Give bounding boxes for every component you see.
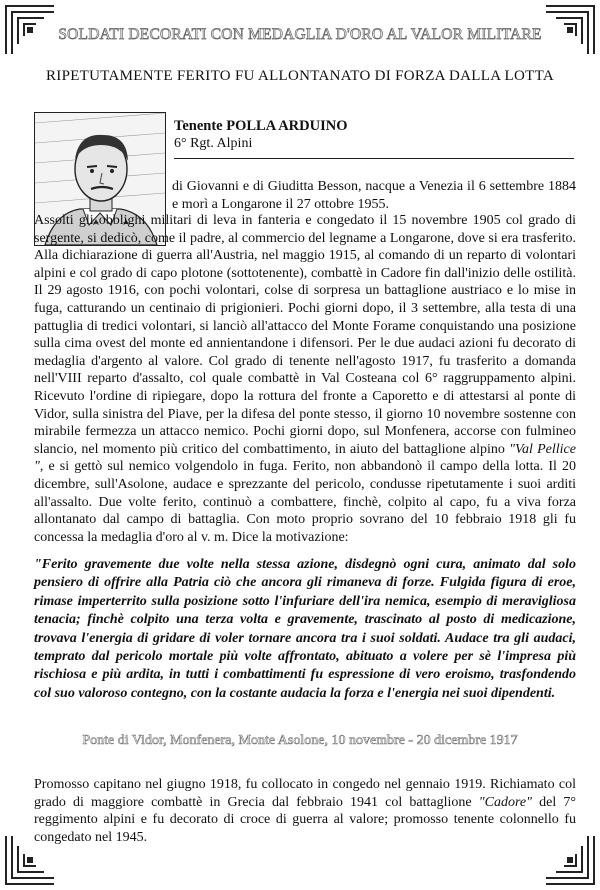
soldier-regiment: 6° Rgt. Alpini <box>174 136 253 151</box>
biography-text-continued: , e si gettò sul nemico volgendolo in fuga. Ferito, non abbandonò il campo della lotta. Il 20 dicembre, sull'Asolone, audace e sprezzante del pericolo, condusse ripetutamente i suoi arditi all'assalto. Due volte ferito, continuò a combattere, finchè, colpito al capo, fu a viva forza allontanato dal campo di battaglia. Con moto proprio sovrano del 10 febbraio 1918 gli fu concessa la medaglia d'oro al v. m. Dice la motivazione: <box>34 459 576 545</box>
biography-text: Assolti gli obblighi militari di leva in fanteria e congedato il 15 novembre 1905 col grado di sergente, si dedicò, come il padre, al commercio del legname a Longarone, dove si era trasferito. Alla dichiarazione di guerra all'Austria, nel maggio 1915, al comando di un reparto di volontari alpini e col grado di capo plotone (sottotenente), combattè in Cadore fin dall'inizio delle ostilità. Il 29 agosto 1916, con pochi volontari, colse di sorpresa un battaglione austriaco e lo mise in fuga, catturando un centinaio di prigionieri. Pochi giorni dopo, il 3 settembre, alla testa di una pattuglia di tredici volontari, si lanciò all'attacco del Monte Forame conquistando una posizione sulla cima ovest del monte ed annientandone i difensori. Per le due audaci azioni fu decorato di medaglia d'argento al valore. Col grado di tenente nell'agosto 1917, fu trasferito a domanda nell'VIII reparto d'assalto, col quale combattè in Val Costeana col 6° raggruppamento alpini. Ricevuto l'ordine di ripiegare, dopo la rottura del fronte a Caporetto e di attestarsi al ponte di Vidor, sulla sinistra del Piave, per la difesa del ponte stesso, il giorno 10 novembre sostenne con mirabile fermezza un attacco nemico. Pochi giorni dopo, sul Monfenera, accorse con fulmineo slancio, nel momento più critico del combattimento, in aiuto del battaglione alpino <box>34 213 576 457</box>
page-header-title: SOLDATI DECORATI CON MEDAGLIA D'ORO AL VALOR MILITARE <box>58 26 542 43</box>
soldier-surname-name: POLLA ARDUINO <box>226 118 348 134</box>
name-divider <box>174 158 574 159</box>
place-date-line: Ponte di Vidor, Monfenera, Monte Asolone, 10 novembre - 20 dicembre 1917 <box>82 733 518 748</box>
medal-motivation: "Ferito gravemente due volte nella stessa azione, disdegnò ogni cura, animato dal solo pensiero di offrire alla Patria ciò che ancora gli rimaneva di forze. Fulgida figura di eroe, rimase imperterrito sulla posizione sotto l'infuriare dell'ira nemica, esempio di meravigliosa tenacia; finchè colpito una terza volta e gravemente, trascinato al posto di medicazione, trovava l'energia di gridare di voler tornare ancora tra i suoi soldati. Audace tra gli audaci, temprato dal pericolo mortale più volte affrontato, abituato a volere per sè l'impresa più rischiosa e più ardita, in tutti i combattimenti fu espressione di vero eroismo, trasfondendo col suo valoroso contegno, con la costante audacia la forza e l'energia nei suoi dipendenti. <box>34 557 576 701</box>
soldier-name <box>174 118 348 135</box>
soldier-rank: Tenente <box>174 118 223 134</box>
closing-battalion-name: "Cadore" <box>478 794 533 810</box>
closing-text: Promosso capitano nel giugno 1918, fu collocato in congedo nel gennaio 1919. Richiamato col grado di maggiore combattè in Grecia dal febbraio 1941 col battaglione <box>34 777 576 810</box>
closing-paragraph <box>34 776 576 846</box>
closing-text-continued: del 7° reggimento alpini e fu decorato di croce di guerra al valore; promosso tenente colonnello fu congedato nel 1945. <box>34 794 577 845</box>
article-subtitle: RIPETUTAMENTE FERITO FU ALLONTANATO DI FORZA DALLA LOTTA <box>45 68 555 84</box>
biography-intro: di Giovanni e di Giuditta Besson, nacque a Venezia il 6 settembre 1884 e morì a Longarone il 27 ottobre 1955. <box>172 179 576 212</box>
biography-paragraph <box>34 212 576 546</box>
battalion-name: "Val Pellice " <box>34 441 576 475</box>
